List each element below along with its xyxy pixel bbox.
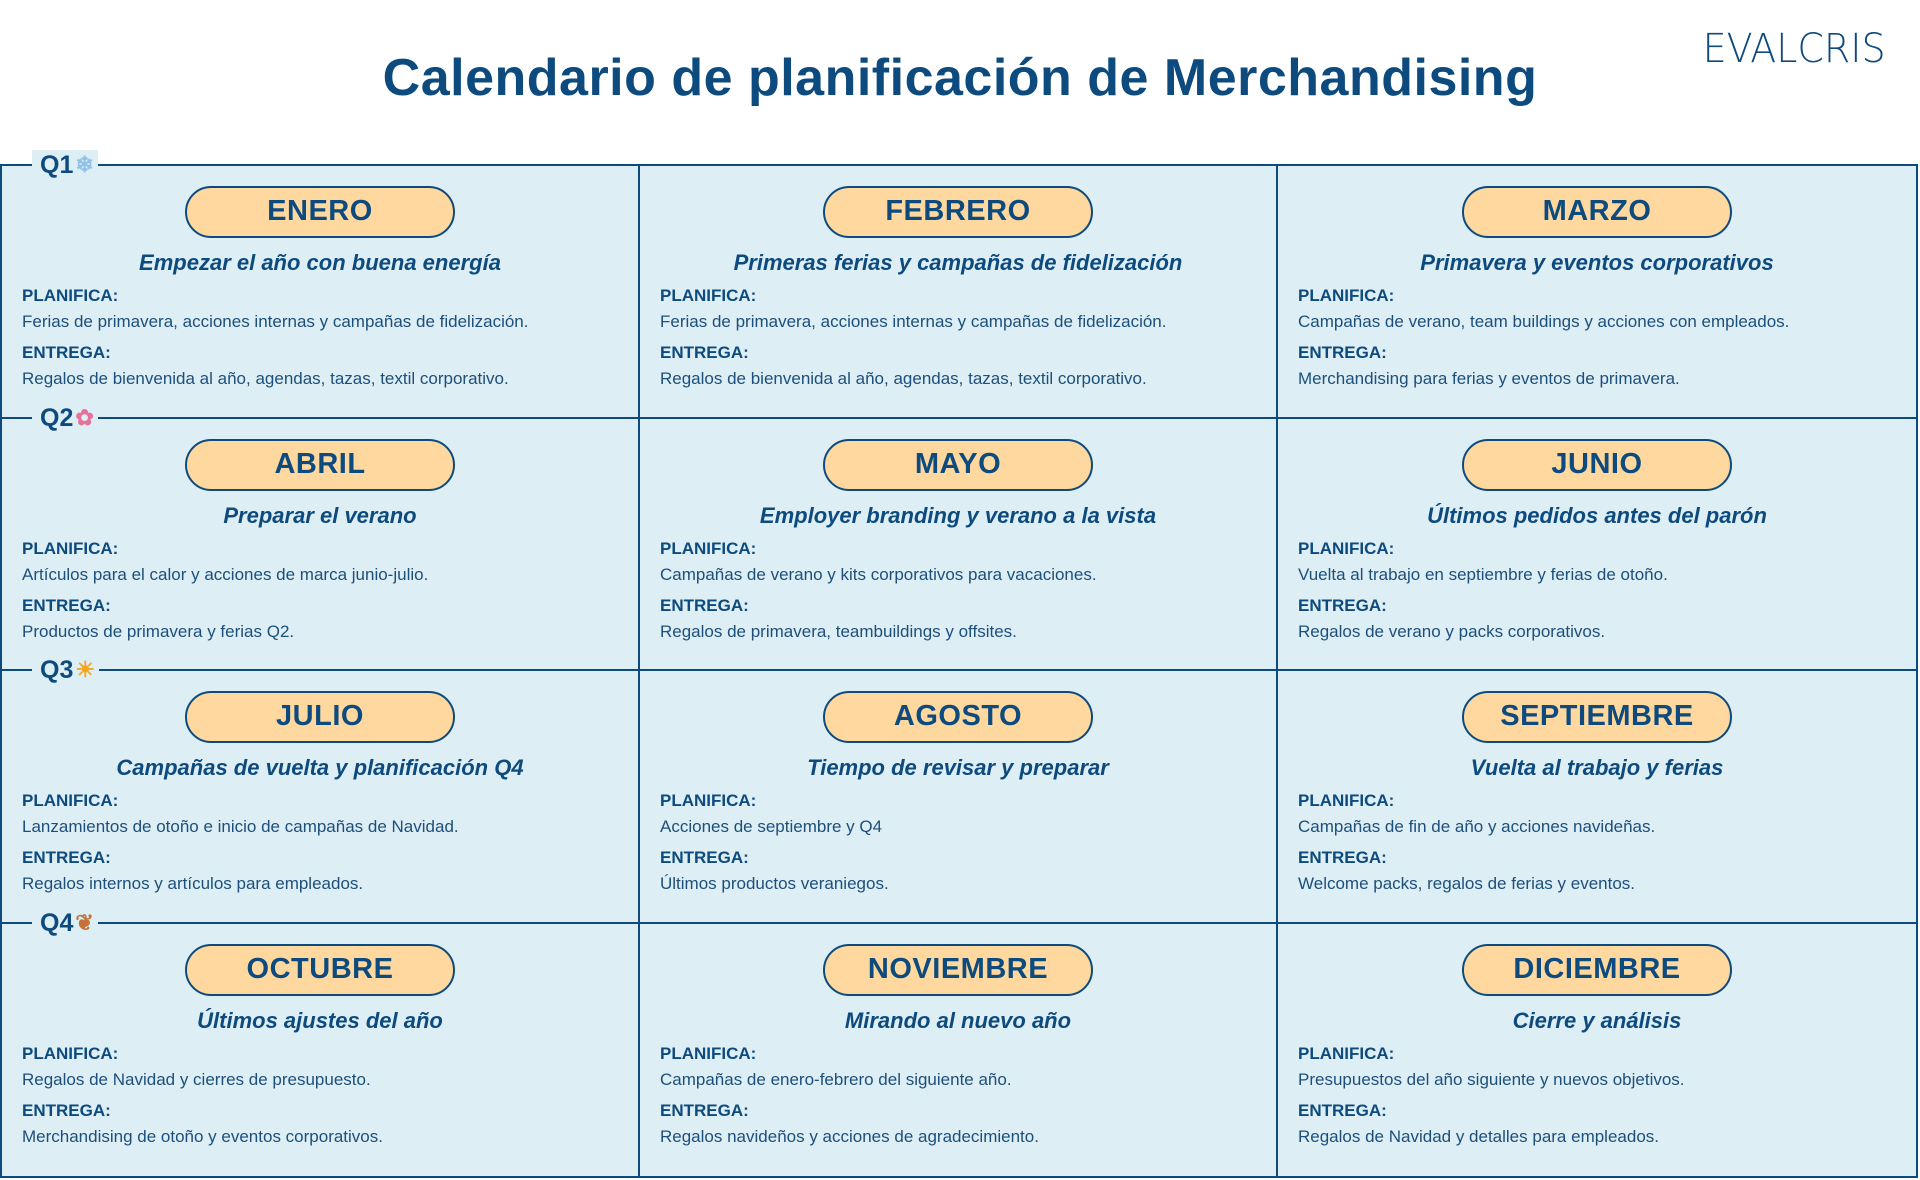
month-name: NOVIEMBRE [823, 944, 1093, 996]
quarter-label: Q3 [40, 656, 74, 684]
plan-label: PLANIFICA: [22, 538, 119, 558]
plan-text: Vuelta al trabajo en septiembre y ferias de otoño. [1298, 564, 1668, 584]
plan-text: Regalos de Navidad y cierres de presupuesto. [22, 1069, 371, 1089]
deliver-text: Welcome packs, regalos de ferias y eventos. [1298, 874, 1636, 893]
month-card-diciembre [1278, 924, 1916, 1177]
plan-label: PLANIFICA: [660, 1043, 757, 1063]
month-card-noviembre [640, 924, 1278, 1177]
plan-label: PLANIFICA: [660, 286, 757, 305]
deliver-label: ENTREGA: [22, 1100, 111, 1120]
month-name: OCTUBRE [185, 944, 455, 996]
quarter-label: Q4 [40, 908, 74, 937]
deliver-label: ENTREGA: [22, 343, 111, 362]
plan-label: PLANIFICA: [22, 791, 119, 810]
plan-label: PLANIFICA: [1298, 538, 1395, 558]
snowflake-icon: ❄ [75, 152, 94, 177]
plan-text: Artículos para el calor y acciones de marca junio-julio. [22, 564, 429, 584]
deliver-text: Regalos de primavera, teambuildings y offsites. [660, 621, 1017, 641]
quarter-badge [32, 403, 98, 433]
brand-logo: EVALCRIS [1702, 26, 1886, 72]
deliver-label: ENTREGA: [660, 1100, 749, 1120]
deliver-text: Regalos de bienvenida al año, agendas, tazas, textil corporativo. [660, 369, 1147, 388]
month-name: JULIO [185, 691, 455, 743]
month-name: DICIEMBRE [1462, 944, 1732, 996]
month-subtitle: Campañas de vuelta y planificación Q4 [116, 755, 524, 780]
deliver-label: ENTREGA: [1298, 848, 1387, 867]
month-name: ABRIL [185, 439, 455, 491]
plan-label: PLANIFICA: [1298, 1043, 1395, 1063]
month-card-abril [2, 403, 640, 672]
month-subtitle: Primavera y eventos corporativos [1420, 250, 1774, 275]
sun-icon: ☀ [75, 657, 96, 682]
quarter-badge [32, 150, 98, 180]
plan-label: PLANIFICA: [1298, 286, 1395, 305]
leaves-icon: ❦ [75, 909, 94, 935]
month-subtitle: Últimos pedidos antes del parón [1427, 502, 1767, 528]
plan-label: PLANIFICA: [660, 538, 757, 558]
month-card-junio [1278, 419, 1916, 672]
calendar-grid [0, 151, 1918, 1178]
deliver-label: ENTREGA: [22, 848, 111, 867]
month-subtitle: Preparar el verano [223, 502, 417, 528]
deliver-text: Regalos de bienvenida al año, agendas, tazas, textil corporativo. [22, 369, 509, 388]
plan-text: Campañas de enero-febrero del siguiente año. [660, 1069, 1012, 1089]
month-card-enero [2, 151, 640, 419]
page-title: Calendario de planificación de Merchandising [382, 49, 1538, 107]
month-subtitle: Tiempo de revisar y preparar [807, 755, 1109, 780]
month-subtitle: Employer branding y verano a la vista [759, 502, 1157, 528]
month-name: JUNIO [1462, 439, 1732, 491]
plan-text: Campañas de verano, team buildings y acciones con empleados. [1298, 312, 1790, 331]
month-subtitle: Últimos ajustes del año [197, 1007, 443, 1033]
deliver-text: Merchandising para ferias y eventos de primavera. [1298, 369, 1680, 388]
quarter-badge [32, 655, 99, 685]
plan-text: Ferias de primavera, acciones internas y campañas de fidelización. [22, 312, 529, 331]
month-card-octubre [2, 908, 640, 1177]
deliver-label: ENTREGA: [1298, 1100, 1387, 1120]
month-subtitle: Primeras ferias y campañas de fidelización [733, 250, 1183, 275]
plan-text: Acciones de septiembre y Q4 [660, 817, 883, 836]
month-subtitle: Vuelta al trabajo y ferias [1470, 755, 1724, 780]
deliver-label: ENTREGA: [660, 595, 749, 615]
quarter-label: Q1 [40, 151, 74, 179]
plan-text: Ferias de primavera, acciones internas y campañas de fidelización. [660, 312, 1167, 331]
deliver-text: Merchandising de otoño y eventos corporativos. [22, 1126, 383, 1146]
plan-text: Campañas de verano y kits corporativos para vacaciones. [660, 564, 1097, 584]
deliver-text: Regalos de Navidad y detalles para empleados. [1298, 1126, 1660, 1146]
plan-text: Lanzamientos de otoño e inicio de campañas de Navidad. [22, 817, 459, 836]
deliver-text: Regalos internos y artículos para empleados. [22, 874, 364, 893]
month-card-marzo [1278, 166, 1916, 419]
month-name: MARZO [1462, 186, 1732, 238]
month-name: MAYO [823, 439, 1093, 491]
month-subtitle: Mirando al nuevo año [844, 1007, 1072, 1033]
month-card-julio [2, 656, 640, 924]
plan-label: PLANIFICA: [22, 286, 119, 305]
flower-icon: ✿ [75, 404, 94, 430]
deliver-text: Regalos de verano y packs corporativos. [1298, 621, 1606, 641]
plan-text: Campañas de fin de año y acciones navideñas. [1298, 817, 1656, 836]
plan-text: Presupuestos del año siguiente y nuevos objetivos. [1298, 1069, 1685, 1089]
quarter-badge [32, 908, 98, 938]
deliver-label: ENTREGA: [22, 595, 111, 615]
month-name: ENERO [185, 186, 455, 238]
plan-label: PLANIFICA: [1298, 791, 1395, 810]
deliver-text: Productos de primavera y ferias Q2. [22, 621, 295, 641]
deliver-text: Regalos navideños y acciones de agradecimiento. [660, 1126, 1039, 1146]
deliver-label: ENTREGA: [660, 343, 749, 362]
deliver-label: ENTREGA: [660, 848, 749, 867]
month-card-septiembre [1278, 671, 1916, 924]
deliver-label: ENTREGA: [1298, 343, 1387, 362]
month-card-agosto [640, 671, 1278, 924]
month-name: SEPTIEMBRE [1462, 691, 1732, 743]
plan-label: PLANIFICA: [22, 1043, 119, 1063]
plan-label: PLANIFICA: [660, 791, 757, 810]
month-card-mayo [640, 419, 1278, 672]
month-card-febrero [640, 166, 1278, 419]
deliver-label: ENTREGA: [1298, 595, 1387, 615]
month-name: AGOSTO [823, 691, 1093, 743]
month-subtitle: Empezar el año con buena energía [139, 250, 501, 275]
month-name: FEBRERO [823, 186, 1093, 238]
quarter-label: Q2 [40, 403, 74, 432]
month-subtitle: Cierre y análisis [1512, 1007, 1682, 1033]
deliver-text: Últimos productos veraniegos. [660, 874, 889, 893]
